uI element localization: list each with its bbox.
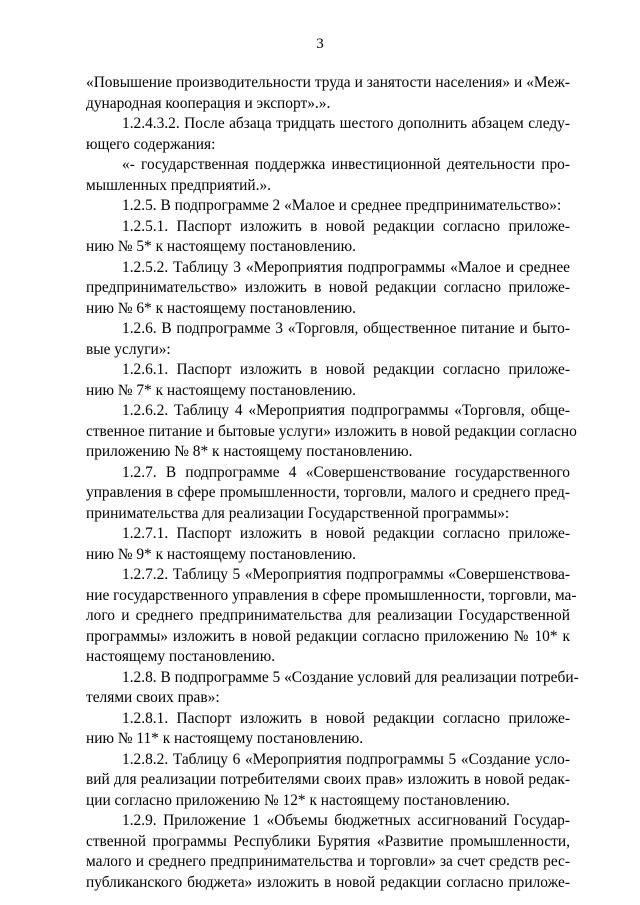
- text-line: 1.2.5.2. Таблицу 3 «Мероприятия подпрограммы «Малое и среднее: [122, 258, 570, 276]
- text-line: ственное питание и бытовые услуги» изложить в новой редакции согласно: [86, 422, 577, 440]
- text-line: нию № 9* к настоящему постановлению.: [86, 545, 356, 563]
- text-line: нию № 11* к настоящему постановлению.: [86, 730, 364, 747]
- text-line: 1.2.7.1. Паспорт изложить в новой редакции согласно приложе-: [122, 525, 570, 542]
- text-line: ние государственного управления в сфере промышленности, торговли, ма-: [86, 586, 577, 604]
- text-line: 1.2.6.2. Таблицу 4 «Мероприятия подпрограммы «Торговля, обще-: [122, 402, 570, 419]
- text-line: 1.2.6.1. Паспорт изложить в новой редакции согласно приложе-: [122, 361, 570, 378]
- text-line: дународная кооперация и экспорт».».: [86, 94, 331, 112]
- text-line: лого и среднего предпринимательства для реализации Государственной: [86, 607, 570, 624]
- text-line: настоящему постановлению.: [86, 648, 276, 665]
- text-line: нию № 5* к настоящему постановлению.: [86, 238, 356, 255]
- text-line: ственной программы Республики Бурятия «Развитие промышленности,: [86, 832, 570, 850]
- text-line: вые услуги»:: [86, 340, 171, 358]
- text-line: мышленных предприятий.».: [86, 176, 272, 194]
- text-line: 1.2.5. В подпрограмме 2 «Малое и среднее предпринимательство»:: [122, 197, 562, 214]
- text-line: «- государственная поддержка инвестиционной деятельности про-: [122, 156, 570, 173]
- page-number: 3: [316, 36, 324, 52]
- text-line: управления в сфере промышленности, торговли, малого и среднего пред-: [86, 484, 570, 501]
- text-line: 1.2.9. Приложение 1 «Объемы бюджетных ассигнований Государ-: [122, 812, 570, 829]
- text-line: нию № 6* к настоящему постановлению.: [86, 299, 356, 317]
- text-line: «Повышение производительности труда и занятости населения» и «Меж-: [86, 74, 570, 91]
- document-body: [86, 73, 579, 893]
- text-line: малого и среднего предпринимательства и торговли» за счет средств рес-: [86, 853, 570, 870]
- text-line: ющего содержания:: [86, 135, 216, 153]
- text-line: 1.2.5.1. Паспорт изложить в новой редакции согласно приложе-: [122, 217, 570, 235]
- text-line: 1.2.8.1. Паспорт изложить в новой редакции согласно приложе-: [122, 709, 570, 727]
- text-line: предпринимательство» изложить в новой редакции согласно приложе-: [86, 279, 570, 296]
- text-line: публиканского бюджета» изложить в новой редакции согласно приложе-: [86, 873, 570, 891]
- text-line: 1.2.7.2. Таблицу 5 «Мероприятия подпрограммы «Совершенствова-: [122, 566, 570, 583]
- text-line: 1.2.8.2. Таблицу 6 «Мероприятия подпрограммы 5 «Создание усло-: [122, 750, 570, 768]
- text-line: нию № 7* к настоящему постановлению.: [86, 381, 356, 399]
- text-line: 1.2.4.3.2. После абзаца тридцать шестого дополнить абзацем следу-: [122, 115, 570, 132]
- text-line: программы» изложить в новой редакции согласно приложению № 10* к: [86, 627, 570, 645]
- text-line: ции согласно приложению № 12* к настоящему постановлению.: [86, 791, 510, 809]
- text-line: приложению № 8* к настоящему постановлению.: [86, 443, 413, 460]
- text-line: принимательства для реализации Государственной программы»:: [86, 504, 510, 522]
- text-line: 1.2.7. В подпрограмме 4 «Совершенствование государственного: [122, 463, 570, 481]
- text-line: вий для реализации потребителями своих прав» изложить в новой редак-: [86, 771, 570, 788]
- text-line: 1.2.6. В подпрограмме 3 «Торговля, общественное питание и быто-: [122, 320, 570, 337]
- text-line: телями своих прав»:: [86, 689, 220, 706]
- text-line: 1.2.8. В подпрограмме 5 «Создание условий для реализации потреби-: [122, 668, 579, 686]
